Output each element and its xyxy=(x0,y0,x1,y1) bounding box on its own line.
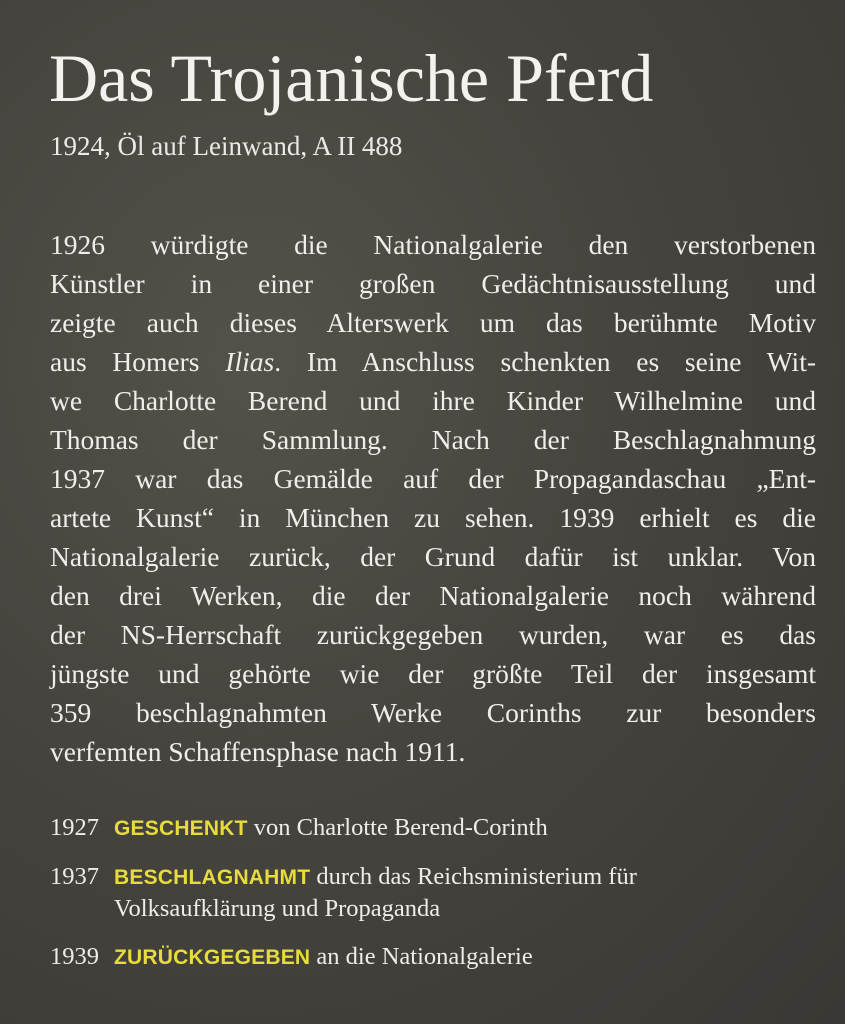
provenance-description: durch das Reichsministerium für Volksaufklärung und Propaganda xyxy=(114,863,637,922)
description-line: zeigte auch dieses Alterswerk um das berühmte Motiv xyxy=(50,307,816,338)
provenance-description: von Charlotte Berend-Corinth xyxy=(247,814,548,841)
description-line: we Charlotte Berend und ihre Kinder Wilhelmine und xyxy=(50,385,816,416)
provenance-text xyxy=(114,812,804,844)
provenance-description: an die Nationalgalerie xyxy=(310,943,533,970)
description-line: artete Kunst“ in München zu sehen. 1939 erhielt es die xyxy=(50,502,816,533)
description-text: aus Homers xyxy=(50,346,226,377)
description-line: 1937 war das Gemälde auf der Propagandaschau „Ent- xyxy=(50,463,816,494)
description-line: den drei Werken, die der Nationalgalerie noch während xyxy=(50,580,816,611)
provenance-entry xyxy=(50,861,810,923)
work-title-italic: Ilias xyxy=(225,346,275,377)
description-line: Nationalgalerie zurück, der Grund dafür ist unklar. Von xyxy=(50,541,816,572)
description-paragraph xyxy=(50,225,816,771)
provenance-text xyxy=(114,861,804,924)
description-line xyxy=(50,342,816,381)
description-line: verfemten Schaffensphase nach 1911. xyxy=(50,736,466,767)
description-line: 1926 würdigte die Nationalgalerie den verstorbenen xyxy=(50,229,816,260)
description-line: Künstler in einer großen Gedächtnisausstellung und xyxy=(50,268,816,299)
description-line: 359 beschlagnahmten Werke Corinths zur besonders xyxy=(50,697,816,728)
page-title: Das Trojanische Pferd xyxy=(49,40,654,116)
provenance-keyword: GESCHENKT xyxy=(114,817,248,840)
description-line: jüngste und gehörte wie der größte Teil der insgesamt xyxy=(50,658,816,689)
provenance-entry xyxy=(50,812,810,843)
provenance-year: 1939 xyxy=(50,943,99,970)
provenance-year: 1937 xyxy=(50,863,99,890)
provenance-year: 1927 xyxy=(50,814,99,841)
description-line: der NS-Herrschaft zurückgegeben wurden, war es das xyxy=(50,619,816,650)
provenance-keyword: ZURÜCKGEGEBEN xyxy=(114,946,311,969)
description-line: Thomas der Sammlung. Nach der Beschlagnahmung xyxy=(50,424,816,455)
provenance-keyword: BESCHLAGNAHMT xyxy=(114,866,311,889)
description-text: . Im Anschluss schenkten es seine Wit- xyxy=(274,346,816,377)
provenance-entry xyxy=(50,941,810,972)
artwork-details: 1924, Öl auf Leinwand, A II 488 xyxy=(50,131,403,161)
provenance-text xyxy=(114,941,804,973)
